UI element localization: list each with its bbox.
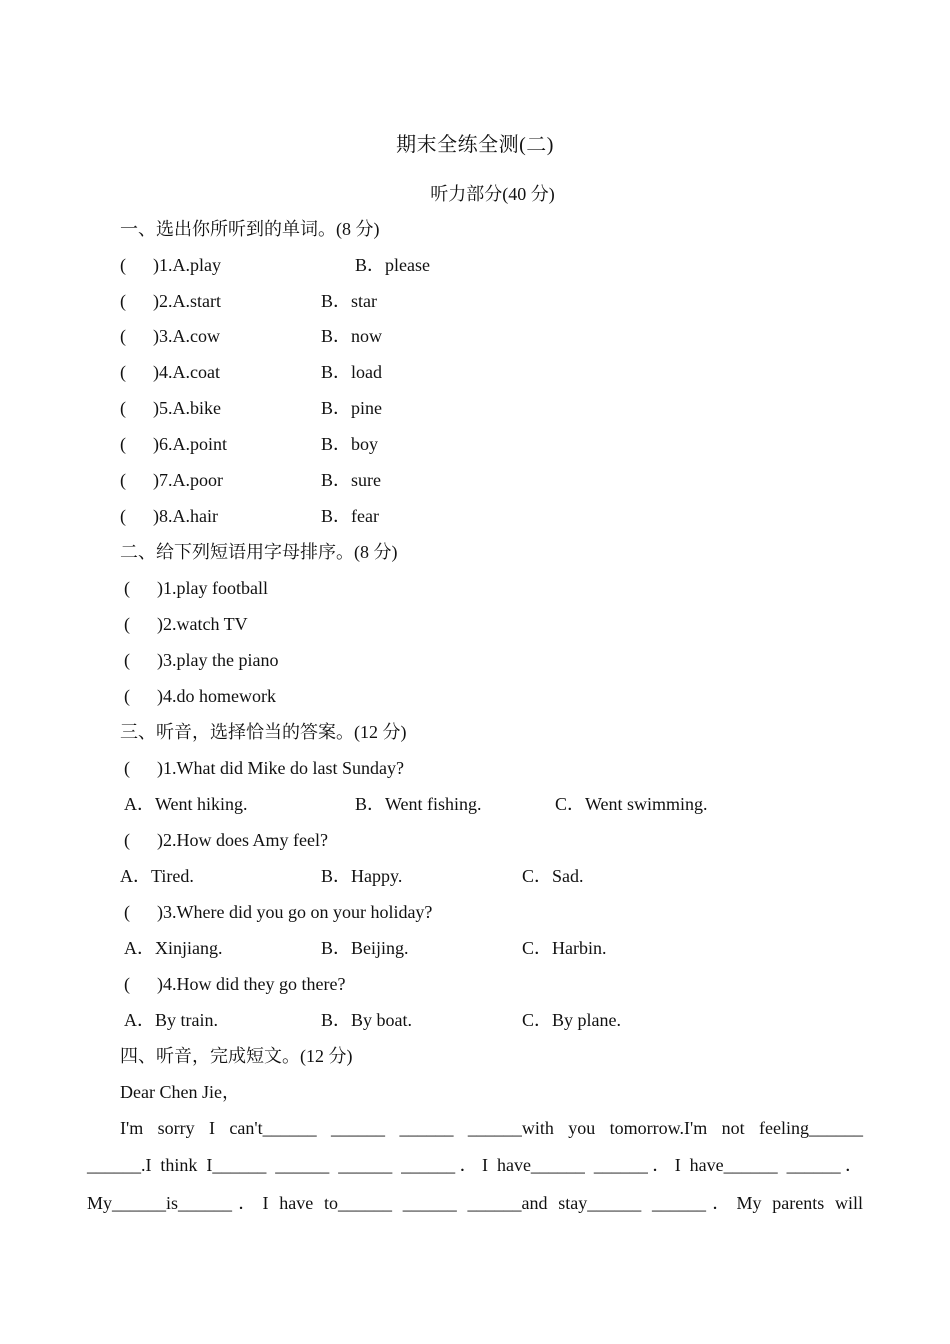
section2-heading: 二、给下列短语用字母排序。(8 分) (120, 542, 398, 562)
s2-item-3: ( )3.play the piano (124, 650, 279, 670)
s3-question-3: ( )3.Where did you go on your holiday? (124, 902, 433, 922)
s3-q1-option-b: B．Went fishing. (355, 794, 482, 814)
s1-option-b-6: B．boy (321, 434, 379, 454)
s2-item-4: ( )4.do homework (124, 686, 276, 706)
s3-q4-option-a: A．By train. (124, 1010, 218, 1030)
s3-q4-option-b: B．By boat. (321, 1010, 413, 1030)
s1-question-8: ( )8.A.hair (120, 506, 218, 526)
page-title: 期末全练全测(二) (396, 134, 554, 156)
letter-greeting: Dear Chen Jie， (120, 1082, 240, 1102)
s3-q2-option-a: A．Tired. (120, 866, 194, 886)
letter-line-2: ______.I think I______ ______ ______ ______．I have______ ______．I have______ ______． (87, 1155, 863, 1175)
s3-question-2: ( )2.How does Amy feel? (124, 830, 328, 850)
s1-option-b-8: B．fear (321, 506, 379, 526)
letter-line-3: My______is______．I have to______ ______ ______and stay______ ______．My parents will (87, 1193, 863, 1213)
s3-q4-option-c: C．By plane. (522, 1010, 621, 1030)
s1-question-7: ( )7.A.poor (120, 470, 223, 490)
s3-question-4: ( )4.How did they go there? (124, 974, 346, 994)
s3-question-1: ( )1.What did Mike do last Sunday? (124, 758, 404, 778)
section3-heading: 三、听音，选择恰当的答案。(12 分) (120, 722, 407, 742)
s1-question-3: ( )3.A.cow (120, 326, 220, 346)
s1-option-b-2: B．star (321, 291, 377, 311)
s1-question-1: ( )1.A.play (120, 255, 221, 275)
s1-option-b-1: B．please (355, 255, 430, 275)
s3-q2-option-b: B．Happy. (321, 866, 403, 886)
s3-q1-option-c: C．Went swimming. (555, 794, 708, 814)
s3-q2-option-c: C．Sad. (522, 866, 584, 886)
s1-question-4: ( )4.A.coat (120, 362, 220, 382)
section4-heading: 四、听音，完成短文。(12 分) (120, 1046, 353, 1066)
s1-question-6: ( )6.A.point (120, 434, 227, 454)
listening-part-subtitle: 听力部分(40 分) (430, 184, 555, 204)
s1-option-b-4: B．load (321, 362, 382, 382)
s3-q1-option-a: A．Went hiking. (124, 794, 248, 814)
s2-item-1: ( )1.play football (124, 578, 268, 598)
s1-question-5: ( )5.A.bike (120, 398, 221, 418)
letter-line-1: I'm sorry I can't______ ______ ______ ______with you tomorrow.I'm not feeling______ (120, 1118, 863, 1138)
s1-question-2: ( )2.A.start (120, 291, 221, 311)
s3-q3-option-b: B．Beijing. (321, 938, 409, 958)
s2-item-2: ( )2.watch TV (124, 614, 248, 634)
s1-option-b-7: B．sure (321, 470, 381, 490)
s1-option-b-3: B．now (321, 326, 383, 346)
s3-q3-option-c: C．Harbin. (522, 938, 607, 958)
s1-option-b-5: B．pine (321, 398, 382, 418)
s3-q3-option-a: A．Xinjiang. (124, 938, 223, 958)
section1-heading: 一、选出你所听到的单词。(8 分) (120, 219, 380, 239)
